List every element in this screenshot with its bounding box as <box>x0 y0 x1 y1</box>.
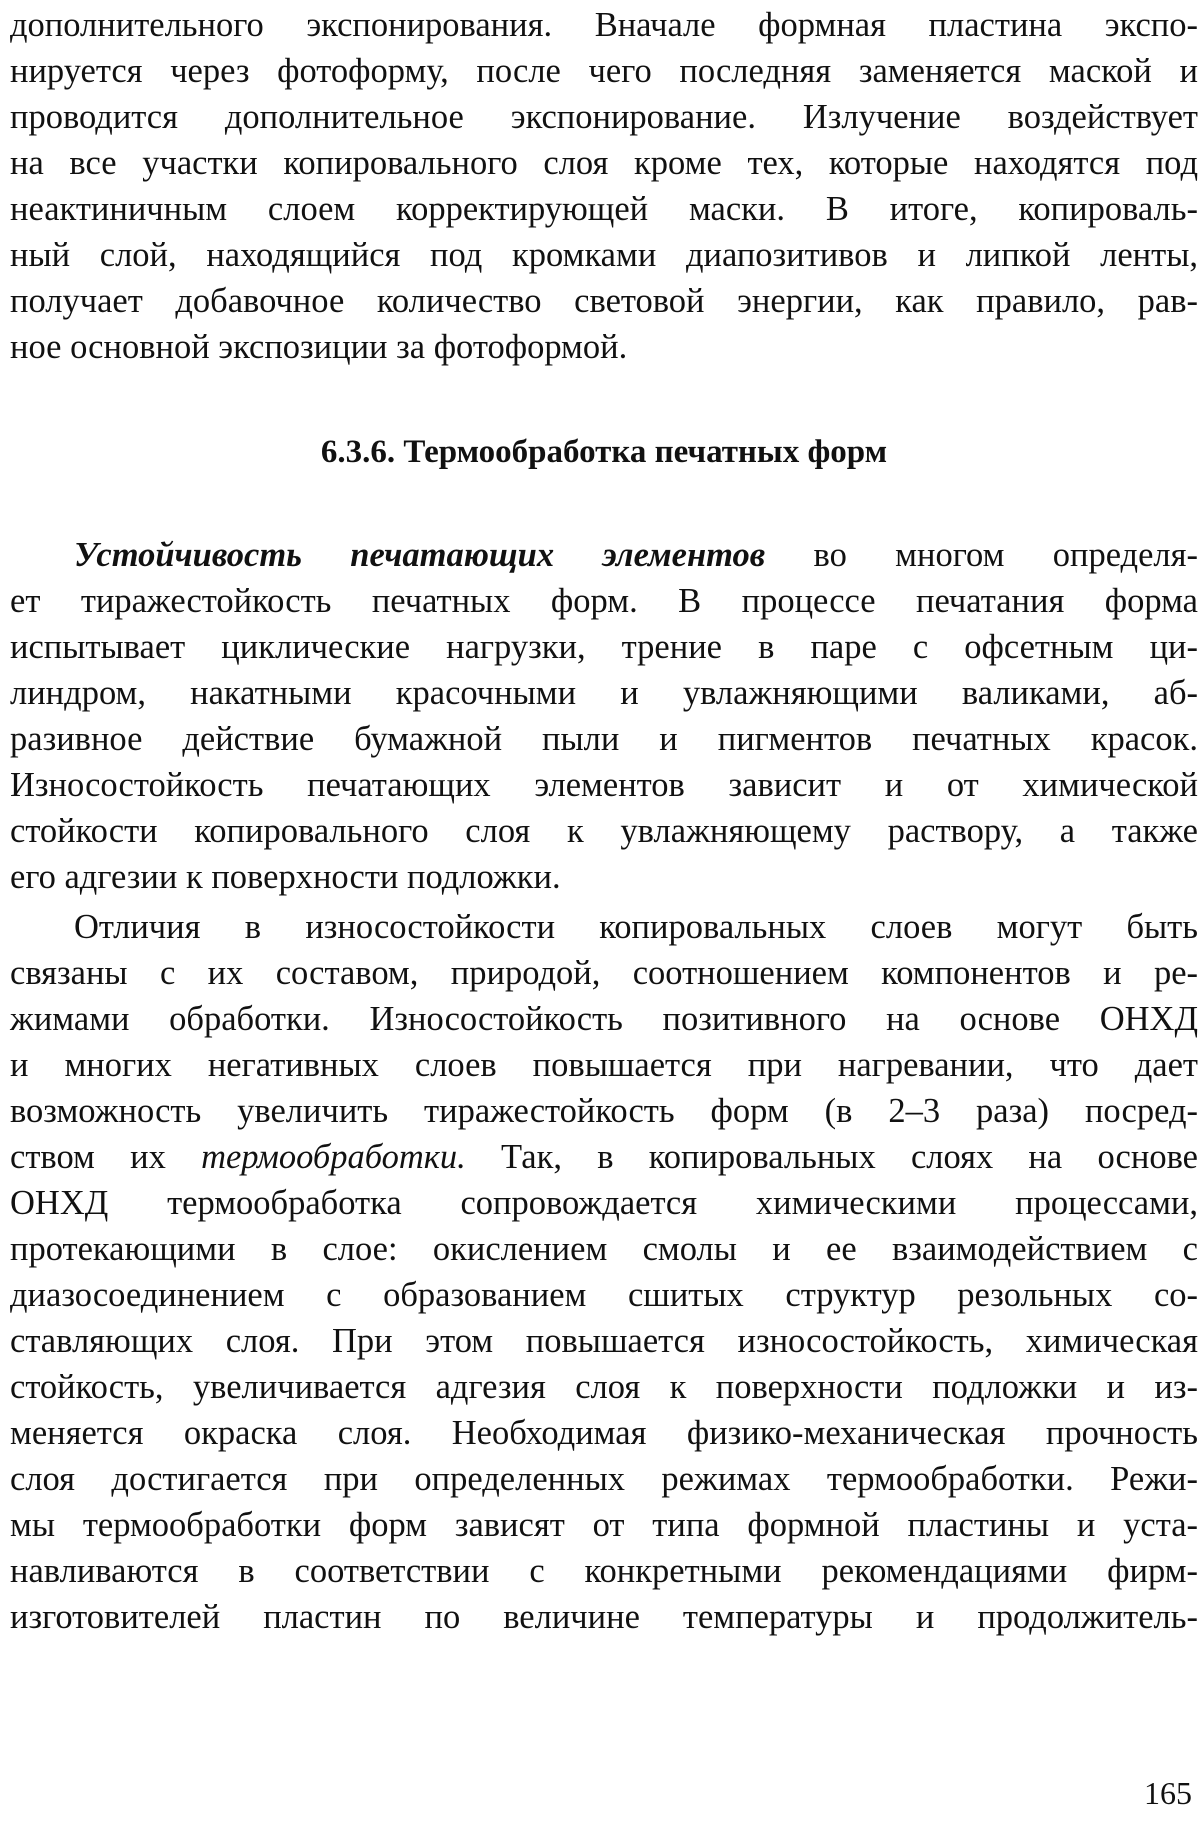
text-line: линдром, накатными красочными и увлажняющими валиками, аб- <box>10 674 1198 712</box>
text-line: на все участки копировального слоя кроме тех, которые находятся под <box>10 144 1198 182</box>
text-fragment: во многом определя- <box>765 536 1198 574</box>
text-line: дополнительного экспонирования. Вначале формная пластина экспо- <box>10 6 1198 44</box>
text-line: мы термообработки форм зависят от типа формной пластины и уста- <box>10 1506 1198 1544</box>
text-line: меняется окраска слоя. Необходимая физико-механическая прочность <box>10 1414 1198 1452</box>
text-line: протекающими в слое: окислением смолы и ее взаимодействием с <box>10 1230 1198 1268</box>
text-line: связаны с их составом, природой, соотношением компонентов и ре- <box>10 954 1198 992</box>
text-line: Износостойкость печатающих элементов зависит и от химической <box>10 766 1198 804</box>
page-number: 165 <box>1144 1775 1192 1811</box>
text-line: стойкость, увеличивается адгезия слоя к поверхности подложки и из- <box>10 1368 1198 1406</box>
text-line: изготовителей пластин по величине температуры и продолжитель- <box>10 1598 1198 1636</box>
text-line: его адгезии к поверхности подложки. <box>10 858 561 896</box>
text-line: ставляющих слоя. При этом повышается износостойкость, химическая <box>10 1322 1198 1360</box>
section-heading: 6.3.6. Термообработка печатных форм <box>320 434 888 470</box>
text-line: ный слой, находящийся под кромками диапозитивов и липкой ленты, <box>10 236 1198 274</box>
text-line: ное основной экспозиции за фотоформой. <box>10 328 628 366</box>
text-line: возможность увеличить тиражестойкость форм (в 2–3 раза) посред- <box>10 1092 1198 1130</box>
text-fragment: ством их <box>10 1138 202 1176</box>
text-line: ОНХД термообработка сопровождается химическими процессами, <box>10 1184 1198 1222</box>
text-fragment: Так, в копировальных слоях на основе <box>465 1138 1198 1176</box>
text-line: неактиничным слоем корректирующей маски. В итоге, копироваль- <box>10 190 1198 228</box>
text-line <box>74 530 1198 580</box>
text-line: испытывает циклические нагрузки, трение в паре с офсетным ци- <box>10 628 1198 666</box>
text-line: нируется через фотоформу, после чего последняя заменяется маской и <box>10 52 1198 90</box>
text-line: ет тиражестойкость печатных форм. В процессе печатания форма <box>10 582 1198 620</box>
text-line: проводится дополнительное экспонирование. Излучение воздействует <box>10 98 1198 136</box>
text-line: навливаются в соответствии с конкретными рекомендациями фирм- <box>10 1552 1198 1590</box>
text-line: слоя достигается при определенных режимах термообработки. Режи- <box>10 1460 1198 1498</box>
text-line: получает добавочное количество световой энергии, как правило, рав- <box>10 282 1198 320</box>
book-page <box>10 0 1198 1830</box>
text-line: жимами обработки. Износостойкость позитивного на основе ОНХД <box>10 1000 1198 1038</box>
text-line <box>10 1132 1198 1182</box>
text-line: стойкости копировального слоя к увлажняющему раствору, а также <box>10 812 1198 850</box>
emphasized-term: Устойчивость печатающих элементов <box>74 536 766 574</box>
text-line: и многих негативных слоев повышается при нагревании, что дает <box>10 1046 1198 1084</box>
text-line: Отличия в износостойкости копировальных слоев могут быть <box>74 908 1198 946</box>
italic-term: термообработки. <box>201 1138 466 1176</box>
text-line: диазосоединением с образованием сшитых структур резольных со- <box>10 1276 1198 1314</box>
text-line: разивное действие бумажной пыли и пигментов печатных красок. <box>10 720 1198 758</box>
